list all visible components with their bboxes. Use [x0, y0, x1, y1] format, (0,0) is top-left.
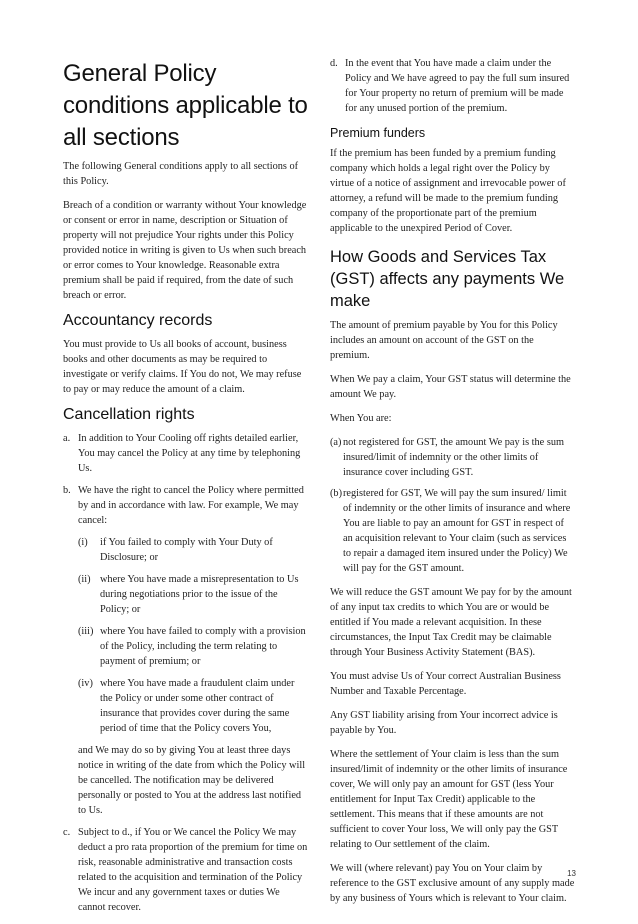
- list-item: [330, 486, 576, 576]
- cancellation-list: [63, 431, 308, 915]
- sublist-item-text: where You have made a misrepresentation to Us during negotiations prior to the issue of the Policy; or: [100, 574, 299, 615]
- list-marker: a.: [63, 433, 71, 444]
- gst-paragraph: Where the settlement of Your claim is less than the sum insured/limit of indemnity or the other limits of insurance cover, We will only pay an amount for GST (less Your entitlement for Input Tax Credit) applicable to the settlement. This means that if these amounts are not sufficient to cover Your loss, We will only pay the GST relating to Our settlement of the claim.: [330, 749, 568, 850]
- gst-paragraph: We will (where relevant) pay You on Your claim by reference to the GST exclusive amount of any supply made by any business of Yours which is relevant to Your claim.: [330, 863, 575, 904]
- sublist-marker: (ii): [78, 574, 91, 585]
- page-number: 13: [567, 869, 576, 878]
- breach-paragraph: Breach of a condition or warranty without Your knowledge or consent or error in name, description or Situation of property will not prejudice Your rights under this Policy provided notice in writing is given to Us when such breach or error comes to Your knowledge. Reasonable extra premium shall be paid if required, from the date of such breach or error.: [63, 200, 307, 301]
- sublist-item-text: where You have failed to comply with a provision of the Policy, including the term relating to payment of premium; or: [100, 626, 306, 667]
- list-item: [63, 483, 308, 818]
- accountancy-heading: Accountancy records: [63, 312, 213, 329]
- accountancy-paragraph: You must provide to Us all books of account, business books and other documents as may be required to investigate or verify claims. If You do not, We may refuse to pay or may reduce the amount of a claim.: [63, 339, 302, 395]
- sublist-item-text: if You failed to comply with Your Duty of Disclosure; or: [100, 537, 273, 563]
- cancellation-notice-paragraph: and We may do so by giving You at least three days notice in writing of the date from which the Policy will be cancelled. The notification may be delivered personally or posted to You at the address last notified to Us.: [78, 745, 306, 816]
- premium-funders-heading: Premium funders: [330, 126, 426, 140]
- list-marker: c.: [63, 827, 71, 838]
- gst-heading: How Goods and Services Tax (GST) affects any payments We make: [330, 248, 565, 310]
- list-marker: (b): [330, 488, 343, 499]
- sublist-marker: (iv): [78, 678, 93, 689]
- list-item: [330, 435, 576, 480]
- sublist-item: [78, 535, 308, 565]
- left-column: [63, 56, 308, 924]
- gst-paragraph: We will reduce the GST amount We pay for by the amount of any input tax credits to which You are or would be entitled if You made a relevant acquisition. In these circumstances, the Input Tax Credit may be claimable through Your Business Activity Statement (BAS).: [330, 587, 572, 658]
- list-marker: (a): [330, 437, 342, 448]
- premium-funders-paragraph: If the premium has been funded by a premium funding company which holds a legal right over the Policy by virtue of a notice of assignment and irrevocable power of attorney, a refund will be made to the premium funding company of the proportionate part of the premium applicable to the unexpired Period of Cover.: [330, 148, 566, 234]
- sublist-item: [78, 624, 308, 669]
- list-item-text: We have the right to cancel the Policy where permitted by and in accordance with law. For example, We may cancel:: [78, 485, 304, 526]
- cancellation-heading: Cancellation rights: [63, 406, 195, 423]
- sublist-marker: (iii): [78, 626, 94, 637]
- gst-paragraph: Any GST liability arising from Your incorrect advice is payable by You.: [330, 710, 558, 736]
- right-column: [330, 56, 576, 915]
- page-title: General Policy conditions applicable to all sections: [63, 60, 308, 151]
- list-item-text: In the event that You have made a claim under the Policy and We have agreed to pay the full sum insured for Your property no return of premium will be made for any unused portion of the premium.: [345, 58, 570, 114]
- cancellation-list-continued: [330, 56, 576, 116]
- gst-paragraph: You must advise Us of Your correct Australian Business Number and Taxable Percentage.: [330, 671, 561, 697]
- list-item: [63, 431, 308, 476]
- gst-paragraph: When You are:: [330, 413, 392, 424]
- gst-status-list: [330, 435, 576, 576]
- cancellation-sublist: [78, 535, 308, 736]
- list-item-text: In addition to Your Cooling off rights detailed earlier, You may cancel the Policy at any time by telephoning Us.: [78, 433, 301, 474]
- sublist-item: [78, 676, 308, 736]
- sublist-marker: (i): [78, 537, 88, 548]
- sublist-item-text: where You have made a fraudulent claim under the Policy or under some other contract of insurance that provides cover during the same period of time that the Policy covers You,: [100, 678, 295, 734]
- list-item-text: not registered for GST, the amount We pay is the sum insured/limit of indemnity or the other limits of insurance cover including GST.: [343, 437, 564, 478]
- list-marker: b.: [63, 485, 71, 496]
- gst-paragraph: The amount of premium payable by You for this Policy includes an amount on account of the GST on the premium.: [330, 320, 558, 361]
- intro-paragraph: The following General conditions apply to all sections of this Policy.: [63, 161, 299, 187]
- list-item-text: Subject to d., if You or We cancel the Policy We may deduct a pro rata proportion of the premium for time on risk, reasonable administrative and transaction costs related to the acquisition and termination of the Policy We incur and any government taxes or duties We cannot recover.: [78, 827, 308, 913]
- list-item-text: registered for GST, We will pay the sum insured/ limit of indemnity or the other limits of insurance and where You are liable to pay an amount for GST in respect of an acquisition relevant to Your claim (such as services to repair a damaged item insured under the Policy) We will pay for the GST amount.: [343, 488, 571, 574]
- list-marker: d.: [330, 58, 338, 69]
- sublist-item: [78, 572, 308, 617]
- list-item: [330, 56, 576, 116]
- gst-paragraph: When We pay a claim, Your GST status will determine the amount We pay.: [330, 374, 571, 400]
